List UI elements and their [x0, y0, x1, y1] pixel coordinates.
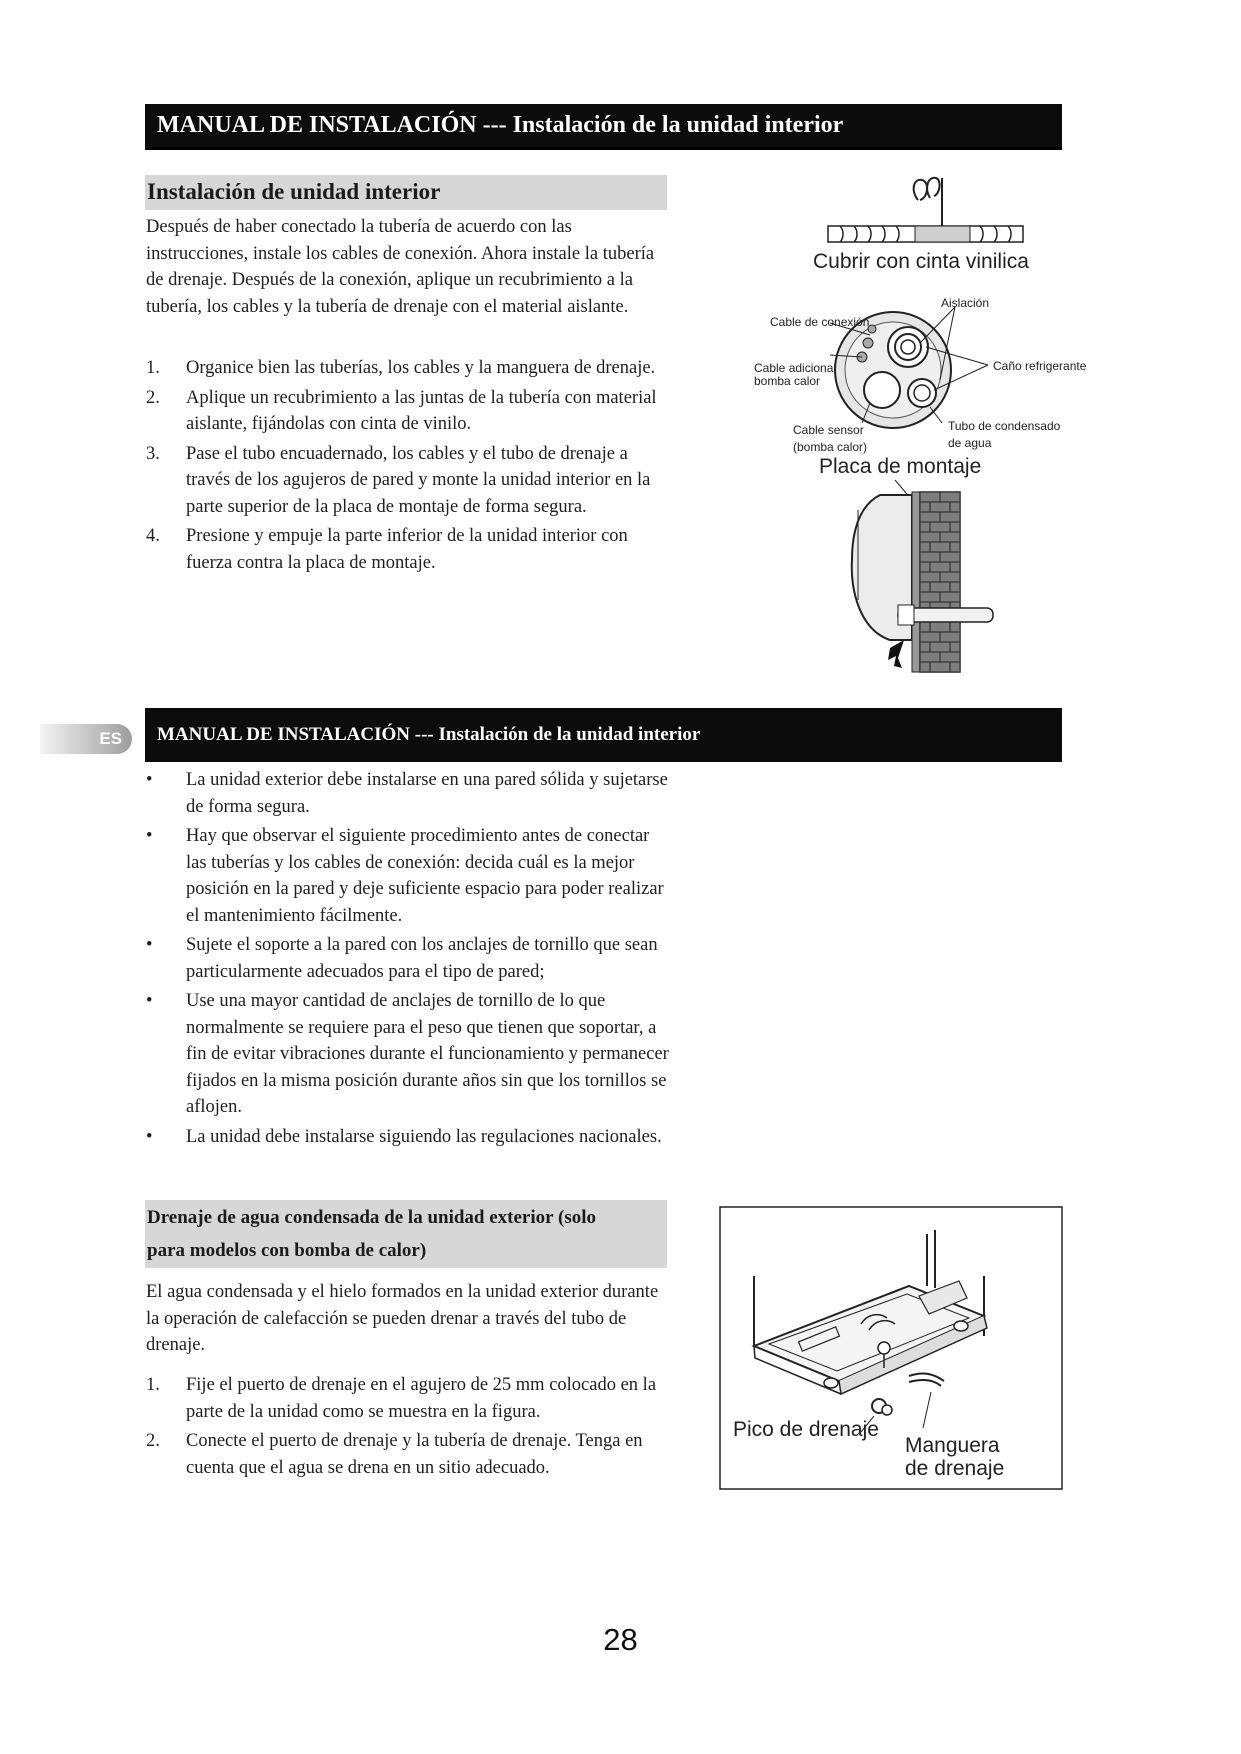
- section-banner-indoor-unit-2: [145, 708, 1062, 762]
- taped-pipe-illustration: [820, 170, 1030, 250]
- drain-illustration: [719, 1206, 1064, 1491]
- language-tab: ES: [40, 724, 132, 754]
- section-banner-indoor-unit: [145, 104, 1062, 150]
- list-item: • Sujete el soporte a la pared con los anclajes de tornillo que sean particularmente adecuados para el tipo de pared;: [146, 935, 658, 982]
- list-item: 4. Presione y empuje la parte inferior de la unidad interior con fuerza contra la placa de montaje.: [146, 526, 628, 573]
- install-steps-list: [146, 355, 671, 579]
- intro-paragraph: Después de haber conectado la tubería de acuerdo con las instrucciones, instale los cables de conexión. Ahora instale la tubería de drenaje. Después de la conexión, aplique un recubrimiento a la tubería, los cables y la tubería de drenaje con el material aislante.: [146, 217, 655, 317]
- refrigerant-pipe-label: Caño refrigerante: [993, 359, 1087, 373]
- section-heading-text: Instalación de unidad interior: [147, 179, 441, 204]
- sensor-cable-label: Cable sensor (bomba calor): [793, 423, 868, 454]
- list-item: • La unidad debe instalarse siguiendo las regulaciones nacionales.: [146, 1126, 662, 1147]
- condensate-pipe-label: Tubo de condensado de agua: [948, 419, 1061, 450]
- drain-hose-label: Manguera de drenaje: [905, 1434, 1005, 1480]
- list-item: • Hay que observar el siguiente procedimiento antes de conectar las tuberías y los cables de conexión: decida cuál es la mejor posición en la pared y deje suficiente espacio para poder realizar el mantenimiento fácilmente.: [146, 826, 664, 926]
- list-item: • Use una mayor cantidad de anclajes de tornillo de lo que normalmente se requiere para el peso que tienen que soportar, a fin de evitar vibraciones durante el funcionamiento y permanecer fijados en la misma posición durante años sin que los tornillos se aflojen.: [146, 991, 669, 1117]
- tape-label: Cubrir con cinta vinilica: [813, 250, 1029, 273]
- list-item: 2. Conecte el puerto de drenaje y la tubería de drenaje. Tenga en cuenta que el agua se drena en un sitio adecuado.: [146, 1431, 643, 1478]
- insulation-label: Aislación: [941, 296, 990, 310]
- list-item: 1. Organice bien las tuberías, los cables y la manguera de drenaje.: [146, 358, 656, 378]
- list-item: 3. Pase el tubo encuadernado, los cables y el tubo de drenaje a través de los agujeros de pared y monte la unidad interior en la parte superior de la placa de montaje de forma segura.: [146, 443, 651, 517]
- outdoor-unit-bullets: [146, 767, 671, 1153]
- list-item: 2. Aplique un recubrimiento a las juntas de la tubería con material aislante, fijándolas con cinta de vinilo.: [146, 387, 657, 434]
- banner-title: MANUAL DE INSTALACIÓN --- Instalación de la unidad interior: [157, 724, 701, 745]
- wall-mount-illustration: [840, 480, 1000, 680]
- section-heading-indoor-install: [145, 175, 667, 210]
- page-number: 28: [603, 1622, 638, 1657]
- drain-spout-label: Pico de drenaje: [733, 1418, 879, 1441]
- banner-title: MANUAL DE INSTALACIÓN --- Instalación de la unidad interior: [157, 112, 844, 138]
- extra-cable-label: Cable adicional bomba calor: [754, 361, 837, 388]
- connection-cable-label: Cable de conexión: [770, 315, 870, 329]
- drain-intro-paragraph: El agua condensada y el hielo formados en la unidad exterior durante la operación de calefacción se pueden drenar a través del tubo de drenaje.: [146, 1282, 659, 1355]
- list-item: • La unidad exterior debe instalarse en una pared sólida y sujetarse de forma segura.: [146, 770, 668, 817]
- mounting-plate-label: Placa de montaje: [819, 455, 982, 478]
- list-item: 1. Fije el puerto de drenaje en el agujero de 25 mm colocado en la parte de la unidad como se muestra en la figura.: [146, 1375, 657, 1422]
- section-heading-condensate-drain: Drenaje de agua condensada de la unidad exterior (solo para modelos con bomba de calor): [145, 1200, 667, 1268]
- drain-steps-list: [146, 1372, 671, 1484]
